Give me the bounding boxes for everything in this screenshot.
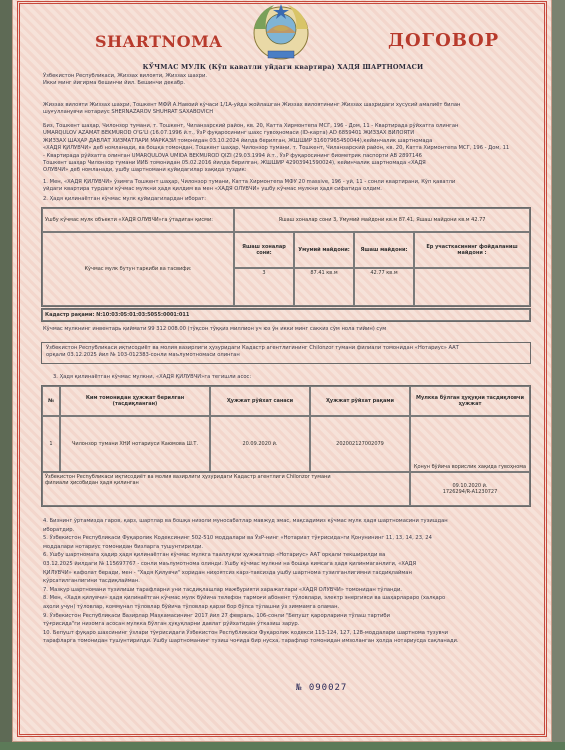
terms-line: тўғрисида"ги низомга асосан мулкка бўлган ҳуқуқларни давлат рўйхатидан ўтказиш зарур. xyxy=(43,621,300,628)
row2-label: Кўчмас мулк бутун таркиби ва тасвифи: xyxy=(42,232,234,306)
parties-line: UMARQULOV AZAMAT BEKMUROD O'G'LI (16.07.1996 й.т., ЎзР фуқаросининг шахс гувоҳномаси (ID-карта) AD 6859401 ЖИЗЗАХ ВИЛОЯТИ xyxy=(43,130,415,137)
terms-line: 9. Ўзбекистон Республикаси Вазирлар Маҳкамасининг 2017 йил 27 февраль, 106-сонли "Бепушт қарорларини тўлаш тартиби xyxy=(43,612,390,619)
parties-line: «ХАДЯ ҚИЛУВЧИ» деб номланади, ва бошқа томондан, Тошкент шаҳар, Чилонзор тумани, т. Тошкент, Чиланзарский район, кв. 20, Катта Хирмонтепа МСГ, 196 - Дом, 11 xyxy=(43,145,510,152)
terms-line: иборатдир. xyxy=(43,526,75,533)
clause-3: 3. Ҳадя қилинаётган кўчмас мулкни, «ХАДЯ ҚИЛУВЧИ»га тегишли асос: xyxy=(53,374,252,380)
document-subtitle: КЎЧМАС МУЛК (Кўп каватли уйдаги квартира) ХАДЯ ШАРТНОМАСИ xyxy=(142,63,424,71)
cadastre-row xyxy=(41,308,531,322)
row-right: Қонун бўйича ворислик хақида гувоҳнома xyxy=(410,416,530,472)
land-area-value xyxy=(414,268,530,306)
notary-line: Жиззах вилояти Жиззах шахри, Тошкент МФЙ А.Навоий кўчаси 1/1А-уйда жойлашган Жиззах вилоятининг Жиззах шаҳридаги хусусий амалиёт билан xyxy=(43,102,461,108)
title-latin: SHARTNOMA xyxy=(95,32,223,51)
clause-1-line: уйдаги квартира турдаги кўчмас мулкни ҳадя қилдим ва мен «ХАДЯ ОЛУВЧИ» ушбу кўчмас мулкни ҳадя сифатида олдим. xyxy=(43,186,382,193)
terms-line: аҳоли учун) тўловлар, коммунал тўловлар бўйича тўловлар қарзи бор бўлса тўлашни ўз зиммамга оламан. xyxy=(43,603,340,610)
terms-line: 4. Бизнинг ўртамизда гаров, қарз, шартлар ва бошқа низоли муносабатлар мавжуд эмас, мақсадимиз кўчмас мулк ҳадя шартномасини тузишдан xyxy=(43,518,448,524)
terms-line: 03.12.2025 йилдаги № 115697767 - сонли маълумотнома олинди. Ушбу кўчмас мулкни на бошқа кимсага ҳадя қилинмаганлиги, «ХАДЯ xyxy=(43,560,417,567)
property-table xyxy=(41,207,531,307)
place-line: Ўзбекистон Республикаси, Жиззах вилояти, Жиззах шахри. xyxy=(43,73,208,79)
parties-line: - Квартирада рўйхатга олинган UMARQULOVA UMIDA BEKMUROD QIZI (29.03.1994 й.т., ЎзР фуқаросининг биометрик паспорти AB 2897146 xyxy=(43,152,422,159)
registry-box xyxy=(41,342,531,364)
registry-line: орқали 03.12.2025 йил № 103-012383-сонли маълумотномаси олинган xyxy=(46,352,240,359)
ownership-table xyxy=(41,385,531,507)
terms-line: тарафларга томонидан тушунтирилди. Ушбу шартноманинг тузиш чоғида бир нусха, тарафлар томонидан имзоланган ҳолда нотариусда сақланади. xyxy=(43,638,459,645)
living-area-header: Яшаш майдони: xyxy=(354,232,414,268)
land-area-header: Ер участкасининг фойдаланиш майдони : xyxy=(414,232,530,268)
inventory-value: Кўчмас мулкнинг инвентарь қиймати 99 312 008.00 (тўқсон тўққиз миллион уч юз ўн икки минг саккиз сўм нола тийин) сум xyxy=(43,326,387,332)
living-area-value: 42.77 кв.м xyxy=(354,268,414,306)
terms-block xyxy=(43,517,533,646)
rooms-value: 3 xyxy=(234,268,294,306)
row-issuer: Чилонзор тумани ХНИ нотариуси Каюмова Ш.Т. xyxy=(60,416,210,472)
t2-footer-code: 1726294/R-A1230727 xyxy=(442,489,498,495)
terms-line: 10. Бепушт фуқаро шахсининг ўзлари тўғрисидаги Ўзбекистон Республикаси Фуқаролик кодекси 113-124, 127, 128-моддалари шартнома тузувчи xyxy=(43,629,449,636)
col-regnum-header: Ҳужжат рўйхат рақами xyxy=(310,386,410,416)
parties-line: Тошкент шаҳар Чилонзор тумани ИИБ томонидан 05.02.2016 йилда берилган, ЖШШИР 42903941590024), кейинчалик шартномада «ХАДЯ xyxy=(43,160,426,167)
clause-2 xyxy=(43,196,533,203)
clause-2-line: 2. Ҳадя қилинаётган кўчмас мулк қуйидагилардан иборат: xyxy=(43,196,206,202)
parties-line: ЖИЗЗАХ ШАҲАР ДАВЛАТ ХИЗМАТЛАРИ МАРКАЗИ томонидан 03.10.2024 йилда берилган, ЖШШИР 31607965450044),кейинчалик шартномада xyxy=(43,137,433,144)
t2-footer-date: 09.10.2020 й. xyxy=(452,482,488,489)
parties-line: Биз, Тошкент шаҳар, Чилонзор тумани, т. Тошкент, Чиланзарский район, кв. 20, Катта Хирмонтепа МСГ, 196 - Дом, 11 - Квартирада рўйхатга олинган xyxy=(43,123,459,129)
registry-text xyxy=(46,345,526,360)
col-right-header: Мулкка бўлган ҳуқуқни тасдиқловчи ҳужжат xyxy=(410,386,530,416)
col-date-header: Ҳужжат рўйхат санаси xyxy=(210,386,310,416)
parties-line: ОЛУВЧИ» деб номланади, ушбу шартномани қуйидагилар хақида туздик: xyxy=(43,167,247,174)
terms-line: моддалари нотариус томонидан бизларга тушунтирилди. xyxy=(43,543,204,550)
registry-line: Ўзбекистон Республикаси иқтисодиёт ва молия вазирлиги ҳузуридаги Кадастр агентлигининг Chilonzor тумани филиали томонидан «Нотариус» ААТ xyxy=(46,345,459,351)
notary-line: шуғулланувчи нотариус SHERNAZAROV SHUHRAT SAXABOVICH xyxy=(43,109,214,116)
clause-1 xyxy=(43,179,533,194)
terms-line: 7. Мазкур шартномани тузилиши тарафларни уни тасдиқлашлар мажбурияти харажатлари «ХАДЯ ОЛУВЧИ» томонидан тўланди. xyxy=(43,586,402,593)
row-date: 20.09.2020 й. xyxy=(210,416,310,472)
t2-footer-line: Ўзбекистон Республикаси иқтисодиёт ва молия вазирлиги ҳузуридаги Кадастр агентлиги Chilonzor тумани xyxy=(45,474,331,480)
t2-footer-line: филиали ҳисобидан ҳадя қилинган xyxy=(45,480,139,487)
date-line: Икки минг йигирма бешинчи йил. Бешинчи декабр. xyxy=(43,80,186,87)
terms-line: кўрсатилганлигини тасдиқлайман. xyxy=(43,578,140,585)
uzbekistan-emblem-icon xyxy=(246,0,316,63)
clause-1-line: 1. Мен, «ХАДЯ ҚИЛУВЧИ» ўзимга Тошкент шаҳар, Чилонзор тумани, Катта Хирмонтепа МФУ 20 massive, 196 - уй, 11 - сонли квартирани, Кўп қаватли xyxy=(43,179,456,185)
serial-number-stamp: № 090027 xyxy=(296,683,348,693)
row-regnum: 202002127002079 xyxy=(310,416,410,472)
t2-footer-left xyxy=(42,472,410,506)
t2-footer-right xyxy=(410,472,530,506)
terms-line: 8. Мен, «Хадя қилувчи» ҳадя қилинаётган кўчмас мулк бўйича телефон тармоғи абонент тўловлари, электр энергияси ва шаҳарлараро (халқаро xyxy=(43,595,446,602)
row1-label: Ушбу кўчмас мулк объекти «ХАДЯ ОЛУВЧИ»га ўтадиган қисми: xyxy=(42,208,234,232)
parties-block xyxy=(43,123,533,175)
col-issuer-header: Ким томонидан ҳужжат берилган (тасдиқланган) xyxy=(60,386,210,416)
row1-value: Яшаш хоналар сони 3, Умумий майдони кв.м 87.41, Яшаш майдони кв.м 42.77 xyxy=(234,208,530,232)
contract-sheet xyxy=(12,0,552,742)
notary-block xyxy=(43,102,533,117)
row-num: 1 xyxy=(42,416,60,472)
terms-line: 5. Ўзбекистон Республикаси Фуқаролик Кодексининг 502-510 моддалари ва ЎзР-нинг «Нотариат тўғрисида»ги Қонунининг 11, 13, 14, 23, 24 xyxy=(43,535,432,542)
background-strip xyxy=(0,742,565,750)
cadastre-number: Кадастр рақами: N:10:03:05:01:03:5055:0001:011 xyxy=(42,309,530,321)
title-cyrillic: ДОГОВОР xyxy=(388,30,500,51)
terms-line: 6. Ушбу шартномага ҳадир ҳадя қилинаётган кўчмас мулкга тааллуқли ҳужжатлар «Нотариус» ААТ орқали текширилди ва xyxy=(43,552,386,559)
col-num-header: № xyxy=(42,386,60,416)
rooms-header: Яшаш хоналар сони: xyxy=(234,232,294,268)
terms-line: ҚИЛУВЧИ» кафолат беради, мен - "Хадя Қилувчи" хоридан ниҳоятсиз карз-тавсизда ушбу шартнома тузилганлигимни тасдиқлайман xyxy=(43,569,412,576)
total-area-header: Умумий майдони: xyxy=(294,232,354,268)
place-date-block xyxy=(43,73,207,88)
total-area-value: 87.41 кв.м xyxy=(294,268,354,306)
